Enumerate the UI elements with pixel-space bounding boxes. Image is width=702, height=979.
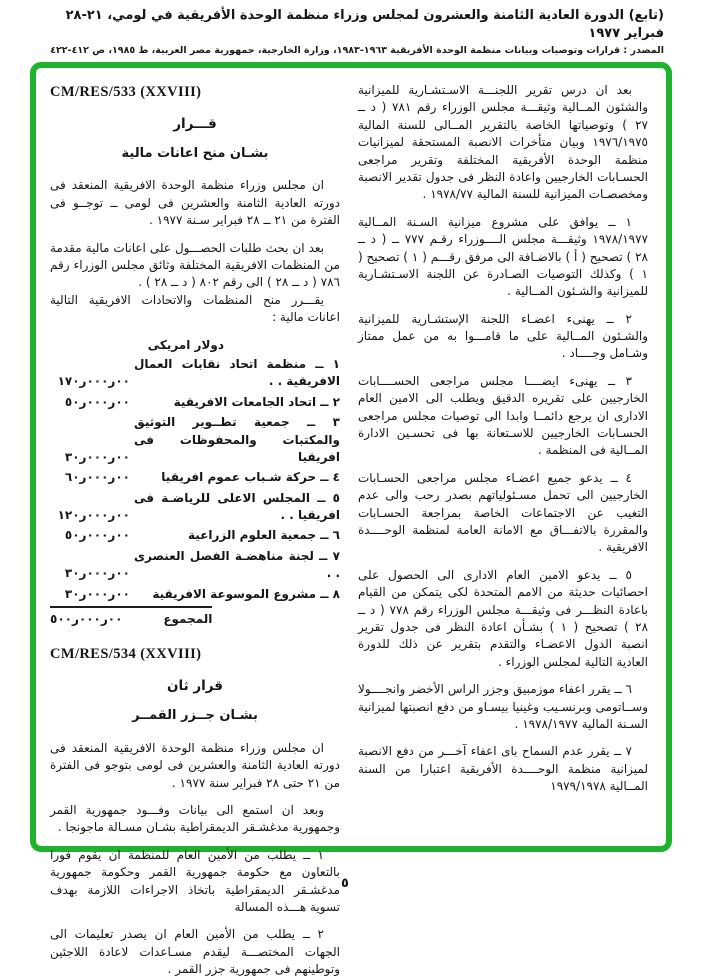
grant-amount: ٥٠ر٠٠٠ر٠٠	[64, 528, 130, 543]
grant-row	[50, 586, 340, 603]
grant-recipient: ٣ ــ جمعية تطــوير التوثيق والمكتبات والمحفوظات فى افريقيا	[134, 415, 340, 464]
resolution-533-subtitle: بشـان منح اعانات مالية	[121, 145, 269, 161]
paragraph: ٣ ــ يهنىء ايضــــا مجلس مراجعى الحســــابات الخارجيين على تقريره الدقيق ويطلب الى الامين العام الادارى ان يرجع دائمــا وابدا الى توصيات مجلس مراجعى الحسـابات الخارجيين للاسـتعانة بها فى تحسـين الادارة المــالية فى المنظمة .	[358, 373, 648, 458]
grant-amount: ٥٠ر٠٠٠ر٠٠	[64, 394, 130, 409]
resolution-534-subtitle: بشـان جــزر القمــر	[132, 707, 258, 723]
resolution-533-paragraphs	[50, 177, 340, 291]
grant-row	[50, 414, 340, 466]
grant-row	[50, 394, 340, 411]
paragraph: ان مجلس وزراء منظمة الوحدة الافريقية المنعقد فى دورته العادية الثامنة والعشرين فى لومى بتوجو فى الفترة من ٢١ حتى ٢٨ فبراير سنة ١٩٧٧ .	[50, 740, 340, 790]
paragraph: بعد ان بحث طلبات الحصـــول على اعانات مالية مقدمة من المنظمات الافريقية المختلفة وثائق مجلس الوزراء رقم ٧٨٦ ( د ــ ٢٨ ) الى رقم ٨٠٢ ( د ــ ٢٨ ) .	[50, 240, 340, 290]
paragraph: ٧ ــ يقرر عدم السماح باى اعفاء آخـــر من دفع الانصبة لميزانية منظمة الوحــــدة الأفريقية اعتبارا من السنة المــالية ١٩٧٩/١٩٧٨	[358, 744, 648, 794]
paragraph: ١ ــ يوافق على مشروع ميزانية السـنة المــالية ١٩٧٨/١٩٧٧ وثيقـــة مجلس الــــوزراء رقـم ٧٧٧ ــ ( د ــ ٢٨ ) تصحيح ( أ ) بالاضـافة الى مرفق رقـــم ( ١ ) تصحيح ( ١ ) وكذلك التوصيات الصـادرة عن اللجنة الاسـتشـارية للميزانية والشـئون المــالية .	[358, 214, 648, 299]
grant-recipient: ٧ ــ لجنة مناهضـة الفصل العنصرى . .	[134, 548, 340, 581]
paragraph: ٢ ــ يهنىء اعضـاء اللجنة الإستشـارية للميزانية والشـئون المــالية على ما قامـــوا به من عمل ممتاز وشـامل وجــــاد .	[358, 311, 648, 361]
decision-intro: يقـــرر منح المنظمات والاتحادات الافريقية التالية اعانات مالية :	[50, 292, 340, 325]
paragraph: ان مجلس وزراء منظمة الوحدة الافريقية المنعقد فى دورته العادية الثامنة والعشرين فى لومى ــ توجــو فى الفترة من ٢١ ــ ٢٨ فبراير سـنة ١٩٧٧ .	[50, 178, 340, 228]
document-frame	[30, 62, 672, 977]
grant-row	[50, 548, 340, 583]
grants-list	[50, 356, 340, 603]
grant-recipient: ٨ ــ مشروع الموسوعة الافريقية	[152, 586, 340, 601]
paragraph: وبعد ان استمع الى بيانات وفـــود جمهورية القمر وجمهورية مدغشـقر الديمقراطية بشـان مسـالة ماجونجا .	[50, 803, 340, 835]
resolution-code-533: CM/RES/533 (XXVIII)	[50, 84, 202, 100]
resolution-534-title: قرار ثان	[167, 678, 223, 695]
total-label: المجموع	[163, 612, 213, 627]
resolution-534-paragraphs	[50, 740, 340, 979]
grant-amount: ٣٠ر٠٠٠ر٠٠	[64, 449, 130, 464]
grant-amount: ١٧٠ر٠٠٠ر٠٠	[57, 374, 130, 389]
page-number: ٥	[341, 876, 349, 891]
paragraph: ١ ــ يطلب من الأمين العام للمنظمة ان يقوم فورا بالتعاون مع حكومة جمهورية القمر وحكومة جمهورية مدغشـقر الديمقراطية باتخاذ الاجراءات اللازمة بهدف تسوية هـــذه المسالة	[50, 847, 340, 914]
session-title: (تابع) الدورة العادية الثامنة والعشرون لمجلس وزراء منظمة الوحدة الأفريقية في لومي، ٢١-٢٨ فبراير ١٩٧٧	[65, 8, 664, 41]
grant-row	[50, 356, 340, 391]
grant-amount: ٣٠ر٠٠٠ر٠٠	[64, 566, 130, 581]
paragraph: ٤ ــ يدعو جميع اعضـاء مجلس مراجعى الحسـابات الخارجيين الى تحمل مسـئولياتهم بصدر رحب والى عدم التغيب عن الاجتماعات الخاصة بمراجعة الحسـابات والمقررة بالاتفـــاق مع الامانة العامة لمنظمة الوحــــدة الافريقية .	[358, 470, 648, 555]
grant-recipient: ٢ ــ اتحاد الجامعات الافريقية	[173, 394, 340, 409]
paragraph: ٢ ــ يطلب من الأمين العام ان يصدر تعليمات الى الجهات المختصـــة ليقدم مسـاعدات لاعادة اللاجئين وتوطينهم فى جمهورية جزر القمر .	[50, 927, 340, 977]
paragraph: بعد ان درس تقرير اللجنـــة الاسـتشـارية للميزانية والشئون المــالية وثيقـــة مجلس الوزراء رقم ٧٨١ ( د ــ ٢٧ ) وتوصياتها الخاصة بالتقرير المــالى للسنة المالية ١٩٧٦/١٩٧٥ وبيان متأخرات الانصبة المستحقة لميزانيات منظمة الوحدة الأفريقية المختلفة وتقرير مراجعى الحسـابات الخارجيين واعادة النظر فى جدول تقدير الانصبة ومخصصـات الميزانية للسنة المالية ١٩٧٨/٧٧ .	[358, 83, 648, 202]
two-column-layout	[50, 82, 649, 977]
resolution-533-title: قـــرار	[173, 116, 217, 133]
grant-row	[50, 490, 340, 525]
left-column	[50, 82, 340, 977]
grant-amount: ١٢٠ر٠٠٠ر٠٠	[57, 508, 130, 523]
grant-recipient: ٦ ــ جمعية العلوم الزراعية	[188, 528, 340, 543]
grant-recipient: ٤ ــ حركة شـباب عموم افريقيا	[161, 470, 340, 485]
total-amount: ٥٠٠ر٠٠٠ر٠٠	[50, 612, 123, 627]
grant-amount: ٦٠ر٠٠٠ر٠٠	[64, 470, 130, 485]
paragraph: ٥ ــ يدعو الامين العام الادارى الى الحصول على احصائيات حديثة من الامم المتحدة لكى يتمكن من القيام باعادة النظـــر فى وثيقـــة مجلس الوزراء رقم ٧٧٨ ( د ــ ٢٨ ) تصحيح ( ١ ) بشـأن اعادة النظر فى جدول تقرير انصبة الدول الاعضـاء والتقدم بتقرير عن ذلك للدورة العادية التالية لمجلس الوزراء .	[358, 567, 649, 669]
source-citation: المصدر : قرارات وتوصيات وبيانات منظمة الوحدة الأفريقية ١٩٦٣-١٩٨٣، وزارة الخارجية، جمهورية مصر العربية، ط ١٩٨٥، ص ٤١٢-٤٢٢	[50, 45, 664, 57]
grant-amount: ٣٠ر٠٠٠ر٠٠	[64, 586, 130, 601]
page-header	[30, 7, 664, 56]
right-column-paragraphs	[358, 82, 648, 795]
grant-row	[50, 469, 340, 486]
currency-column-header: دولار امريكى	[147, 337, 224, 352]
right-column	[358, 82, 648, 838]
grant-recipient: ٥ ــ المجلس الاعلى للرياضـة فى افريقيا . .	[134, 490, 340, 523]
grant-row	[50, 527, 340, 544]
grant-recipient: ١ ــ منظمة اتحاد نقابات العمال الافريقية . .	[134, 356, 340, 389]
grants-total-row	[50, 606, 212, 628]
resolution-code-534: CM/RES/534 (XXVIII)	[50, 646, 202, 663]
paragraph: ٦ ــ يقرر اعفاء موزمبيق وجزر الراس الأخضر وانجــــولا وســاتومى وبرنسـيب وغينيا بيسـاو من دفع انصبتها لميزانية السـنة المالية ١٩٧٨/١٩٧٧ .	[358, 682, 648, 731]
